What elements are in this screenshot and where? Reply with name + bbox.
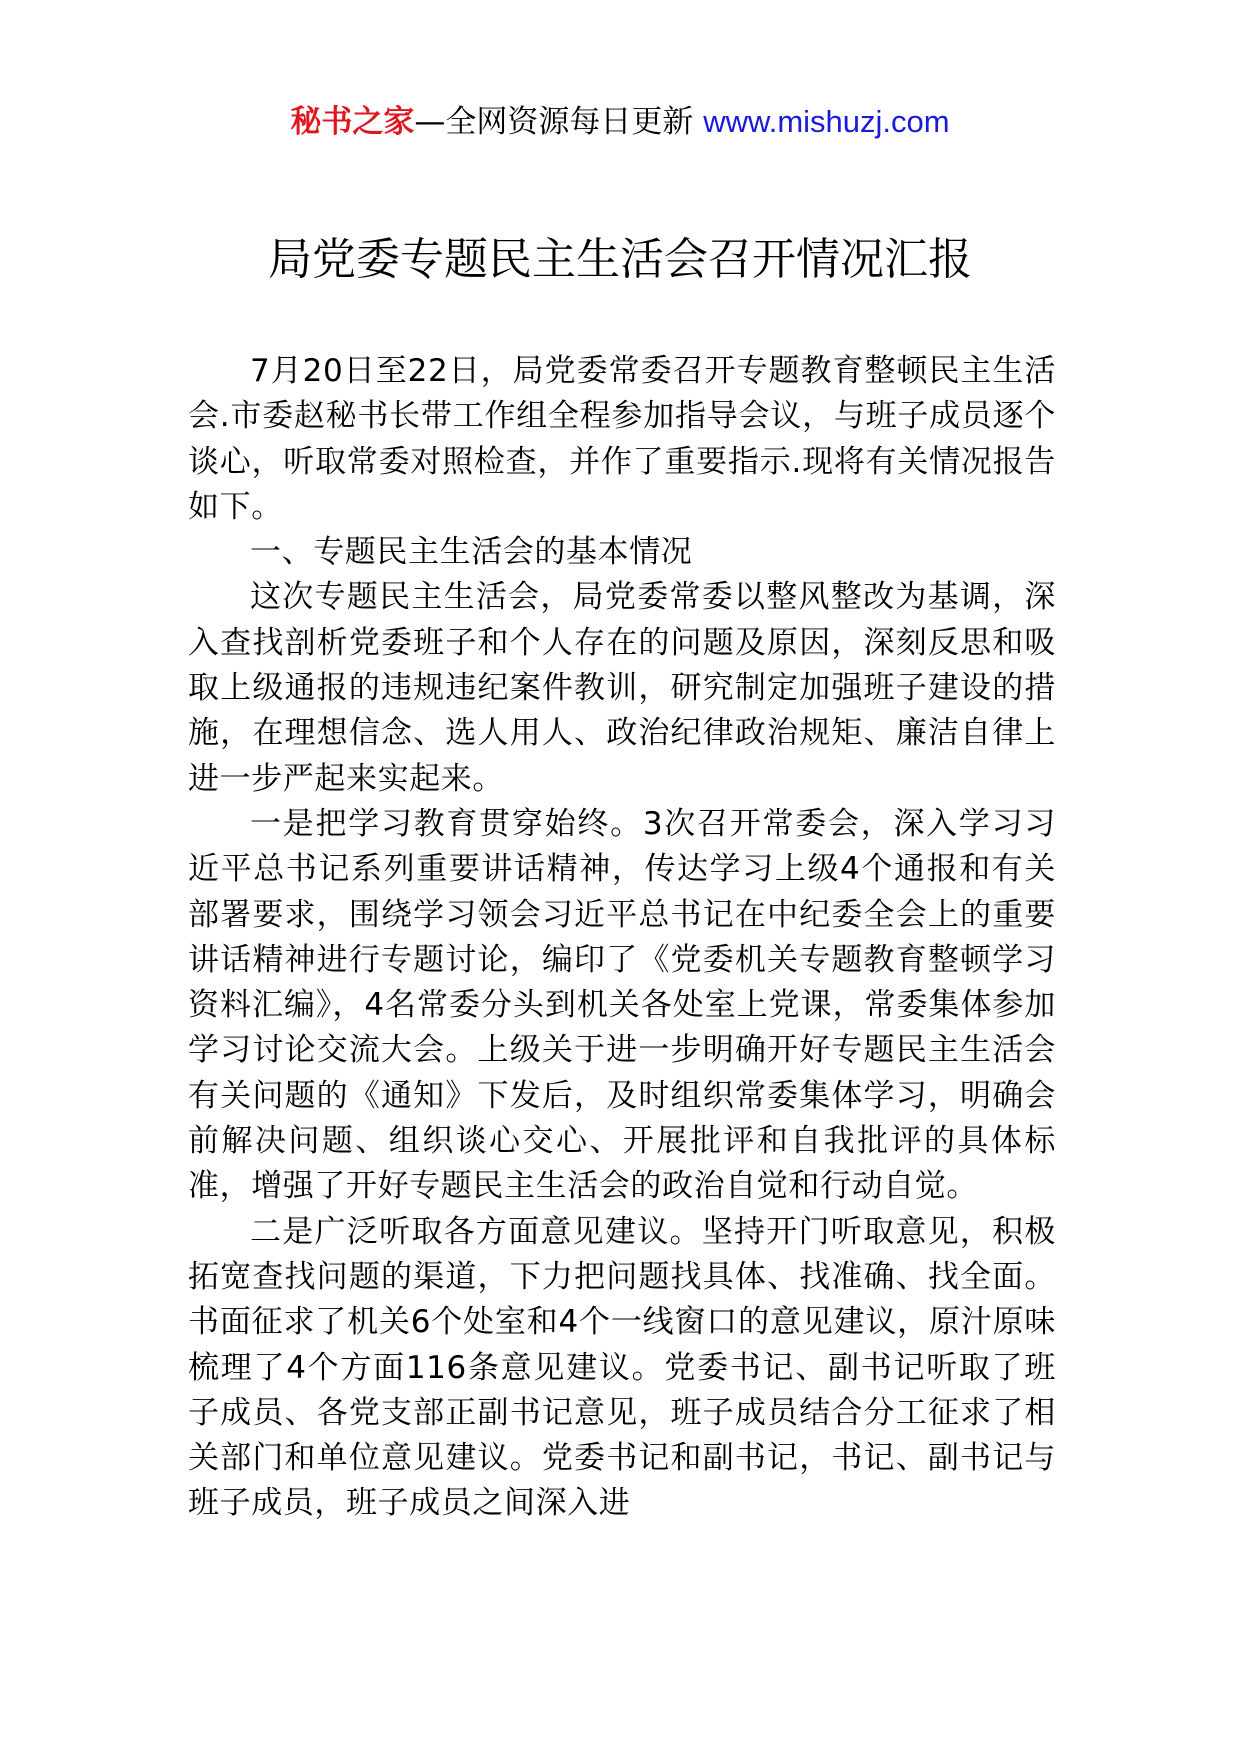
paragraph-study-education: 一是把学习教育贯穿始终。3次召开常委会，深入学习习近平总书记系列重要讲话精神，传达学习上级4个通报和有关部署要求，围绕学习领会习近平总书记在中纪委全会上的重要讲话精神进行专题讨论，编印了《党委机关专题教育整顿学习资料汇编》，4名常委分头到机关各处室上党课，常委集体参加学习讨论交流大会。上级关于进一步明确开好专题民主生活会有关问题的《通知》下发后，及时组织常委集体学习，明确会前解决问题、组织谈心交心、开展批评和自我批评的具体标准，增强了开好专题民主生活会的政治自觉和行动自觉。 — [188, 805, 1056, 1205]
paragraph-intro: 7月20日至22日，局党委常委召开专题教育整顿民主生活会.市委赵秘书长带工作组全程参加指导会议，与班子成员逐个谈心，听取常委对照检查，并作了重要指示.现将有关情况报告如下。 — [188, 353, 1056, 525]
paragraph-overview: 这次专题民主生活会，局党委常委以整风整改为基调，深入查找剖析党委班子和个人存在的问题及原因，深刻反思和吸取上级通报的违规违纪案件教训，研究制定加强班子建设的措施，在理想信念、选人用人、政治纪律政治规矩、廉洁自律上进一步严起来实起来。 — [188, 579, 1056, 797]
site-banner — [0, 100, 1240, 144]
banner-tagline: —全网资源每日更新 — [414, 104, 704, 140]
site-url-link[interactable]: www.mishuzj.com — [703, 104, 950, 139]
brand-name: 秘书之家 — [290, 104, 415, 140]
section-heading-basic-situation: 一、专题民主生活会的基本情况 — [250, 534, 693, 571]
paragraph-solicit-opinions: 二是广泛听取各方面意见建议。坚持开门听取意见，积极拓宽查找问题的渠道，下力把问题找具体、找准确、找全面。书面征求了机关6个处室和4个一线窗口的意见建议，原汁原味梳理了4个方面116条意见建议。党委书记、副书记听取了班子成员、各党支部正副书记意见，班子成员结合分工征求了相关部门和单位意见建议。党委书记和副书记，书记、副书记与班子成员，班子成员之间深入进 — [188, 1213, 1056, 1522]
document-title: 局党委专题民主生活会召开情况汇报 — [268, 234, 972, 285]
document-body — [188, 349, 1056, 1527]
